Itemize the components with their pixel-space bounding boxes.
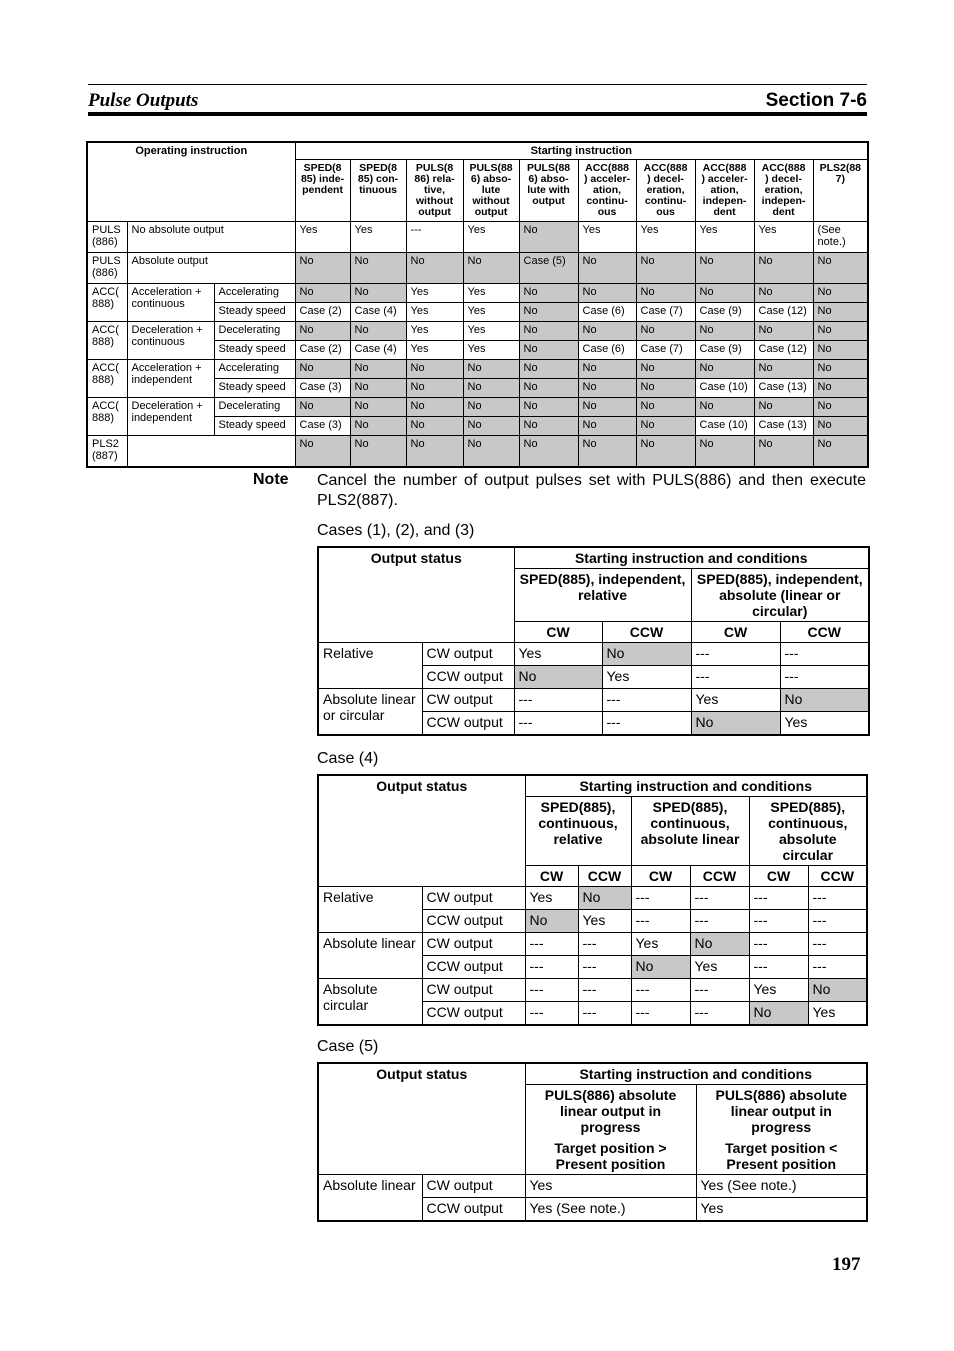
value-cell: Yes	[690, 956, 749, 979]
group-header: SPED(885), continuous, absolute circular	[749, 797, 867, 866]
value-cell: Case (7)	[636, 303, 695, 322]
table-row	[87, 253, 868, 284]
col-header: PULS(88 6) abso- lute without output	[463, 160, 519, 222]
value-cell: ---	[406, 222, 463, 253]
instruction-cell: ACC( 888)	[87, 284, 127, 322]
value-cell: No	[695, 253, 754, 284]
value-cell: Yes	[406, 284, 463, 303]
value-cell: ---	[808, 956, 867, 979]
value-cell: Yes	[463, 341, 519, 360]
ccw-header: CCW	[602, 622, 691, 643]
value-cell: ---	[514, 712, 602, 736]
status-cell: Absolute linear	[318, 933, 422, 979]
ccw-header: CCW	[578, 866, 631, 887]
case5-table	[317, 1062, 868, 1222]
value-cell: No	[695, 284, 754, 303]
value-cell: No	[463, 253, 519, 284]
value-cell: No	[295, 322, 350, 341]
value-cell: ---	[578, 979, 631, 1002]
value-cell: ---	[631, 979, 690, 1002]
value-cell: No	[350, 284, 406, 303]
value-cell: No	[578, 417, 636, 436]
col-header: ACC(888 ) acceler- ation, indepen- dent	[695, 160, 754, 222]
value-cell: ---	[514, 689, 602, 712]
value-cell: No	[813, 284, 868, 303]
value-cell: Yes	[463, 222, 519, 253]
section-title: Pulse Outputs	[88, 90, 199, 111]
value-cell: No	[813, 341, 868, 360]
value-cell: ---	[578, 933, 631, 956]
col-header: SPED(8 85) inde- pendent	[295, 160, 350, 222]
value-cell: ---	[525, 956, 578, 979]
value-cell: No	[695, 436, 754, 468]
output-status-header: Output status	[318, 547, 514, 643]
value-cell: Yes	[696, 1198, 867, 1222]
status-cell: Absolute circular	[318, 979, 422, 1026]
value-cell: No	[754, 398, 813, 417]
mode-cell: Deceleration + continuous	[127, 322, 214, 360]
value-cell: ---	[602, 689, 691, 712]
group-header: SPED(885), independent, absolute (linear or circular)	[691, 569, 869, 622]
case4-caption: Case (4)	[317, 750, 379, 767]
mode-cell: Acceleration + continuous	[127, 284, 214, 322]
value-cell: Yes	[631, 933, 690, 956]
value-cell: No	[813, 436, 868, 468]
value-cell: Case (10)	[695, 417, 754, 436]
value-cell: Case (13)	[754, 417, 813, 436]
value-cell: Yes	[636, 222, 695, 253]
output-cell: CW output	[422, 933, 525, 956]
value-cell: Yes	[463, 322, 519, 341]
value-cell: ---	[525, 933, 578, 956]
col-header: PULS(88 6) abso- lute with output	[519, 160, 578, 222]
mode-cell: Deceleration + independent	[127, 398, 214, 436]
value-cell: No	[519, 436, 578, 468]
instruction-cell: ACC( 888)	[87, 322, 127, 360]
table-row	[318, 979, 867, 1002]
value-cell: No	[350, 379, 406, 398]
case4-body	[318, 887, 867, 1026]
value-cell: No	[519, 303, 578, 322]
value-cell: No	[695, 398, 754, 417]
table-row	[87, 322, 868, 341]
value-cell: No	[631, 956, 690, 979]
group-title: PULS(886) absolute linear output in progress	[544, 1087, 677, 1135]
col-header: ACC(888 ) decel- eration, continu- ous	[636, 160, 695, 222]
value-cell: No	[690, 933, 749, 956]
case123-table	[317, 546, 870, 736]
value-cell: Yes	[463, 303, 519, 322]
value-cell: Yes	[406, 303, 463, 322]
value-cell: Yes	[514, 643, 602, 666]
value-cell: Case (3)	[295, 417, 350, 436]
value-cell: Yes	[602, 666, 691, 689]
value-cell: No	[695, 360, 754, 379]
value-cell: No	[406, 436, 463, 468]
value-cell: Case (5)	[519, 253, 578, 284]
state-cell: Steady speed	[214, 379, 295, 398]
value-cell: No	[813, 379, 868, 398]
starting-instruction-header: Starting instruction	[295, 142, 868, 160]
value-cell: No	[808, 979, 867, 1002]
value-cell: ---	[780, 643, 869, 666]
value-cell: No	[578, 398, 636, 417]
value-cell: No	[780, 689, 869, 712]
table-row	[87, 222, 868, 253]
value-cell: No	[578, 322, 636, 341]
value-cell: No	[350, 398, 406, 417]
value-cell: No	[636, 398, 695, 417]
state-cell: Steady speed	[214, 341, 295, 360]
cw-header: CW	[525, 866, 578, 887]
header-rule-top	[88, 84, 867, 85]
value-cell: Case (9)	[695, 303, 754, 322]
value-cell: Yes	[578, 910, 631, 933]
value-cell: Case (10)	[695, 379, 754, 398]
value-cell: ---	[602, 712, 691, 736]
value-cell: ---	[690, 910, 749, 933]
value-cell: No	[813, 303, 868, 322]
instruction-cell: ACC( 888)	[87, 360, 127, 398]
case123-caption: Cases (1), (2), and (3)	[317, 522, 475, 539]
col-header: PULS(8 86) rela- tive, without output	[406, 160, 463, 222]
ccw-header: CCW	[690, 866, 749, 887]
value-cell: Yes	[578, 222, 636, 253]
state-cell: Steady speed	[214, 417, 295, 436]
output-cell: CCW output	[422, 1198, 525, 1222]
table-row	[318, 887, 867, 910]
value-cell: No	[578, 379, 636, 398]
value-cell: No	[350, 360, 406, 379]
output-cell: CW output	[422, 689, 514, 712]
value-cell: No	[463, 398, 519, 417]
value-cell: No	[350, 417, 406, 436]
header-rule-thick	[88, 112, 867, 116]
value-cell: Yes	[691, 689, 780, 712]
value-cell: No	[754, 436, 813, 468]
case5-caption: Case (5)	[317, 1038, 379, 1055]
value-cell: Case (13)	[754, 379, 813, 398]
instruction-compatibility-table	[86, 141, 869, 468]
instruction-cell: PLS2 (887)	[87, 436, 127, 468]
value-cell: No	[406, 360, 463, 379]
value-cell: No	[578, 360, 636, 379]
value-cell: No	[519, 398, 578, 417]
value-cell: ---	[690, 1002, 749, 1026]
value-cell: ---	[808, 910, 867, 933]
table-row	[87, 360, 868, 379]
value-cell: No	[754, 253, 813, 284]
value-cell: No	[695, 322, 754, 341]
output-cell: CW output	[422, 643, 514, 666]
value-cell: No	[813, 398, 868, 417]
value-cell: No	[754, 284, 813, 303]
state-cell: Steady speed	[214, 303, 295, 322]
note-text: Cancel the number of output pulses set with PULS(886) and then execute PLS2(887).	[317, 472, 866, 509]
col-header: ACC(888 ) acceler- ation, continu- ous	[578, 160, 636, 222]
value-cell: No	[636, 360, 695, 379]
value-cell: No	[749, 1002, 808, 1026]
cw-header: CW	[514, 622, 602, 643]
group-header: SPED(885), independent, relative	[514, 569, 691, 622]
value-cell: Yes	[525, 1175, 696, 1198]
operating-instruction-header: Operating instruction	[87, 142, 295, 222]
status-cell: Absolute linear	[318, 1175, 422, 1222]
output-cell: CW output	[422, 887, 525, 910]
state-cell: Decelerating	[214, 398, 295, 417]
value-cell: Yes	[463, 284, 519, 303]
state-cell: Decelerating	[214, 322, 295, 341]
value-cell: No	[636, 379, 695, 398]
table-row	[87, 284, 868, 303]
target-condition: Target position < Present position	[725, 1140, 838, 1172]
value-cell: No	[295, 398, 350, 417]
instruction-cell: PULS (886)	[87, 253, 127, 284]
value-cell: No	[519, 284, 578, 303]
value-cell: No	[463, 417, 519, 436]
value-cell: Yes	[295, 222, 350, 253]
value-cell: No	[406, 379, 463, 398]
note-label: Note	[253, 471, 289, 488]
value-cell: Yes	[780, 712, 869, 736]
value-cell: No	[295, 284, 350, 303]
cw-header: CW	[691, 622, 780, 643]
output-cell: CCW output	[422, 1002, 525, 1026]
table-row	[87, 436, 868, 468]
value-cell: No	[350, 322, 406, 341]
value-cell: Case (6)	[578, 341, 636, 360]
starting-conditions-header: Starting instruction and conditions	[525, 775, 867, 797]
group-header: SPED(885), continuous, absolute linear	[631, 797, 749, 866]
value-cell: Case (7)	[636, 341, 695, 360]
case5-body	[318, 1175, 867, 1222]
mode-cell: No absolute output	[127, 222, 295, 253]
output-cell: CW output	[422, 1175, 525, 1198]
cw-header: CW	[631, 866, 690, 887]
value-cell: Yes (See note.)	[525, 1198, 696, 1222]
value-cell: Yes	[525, 887, 578, 910]
value-cell: No	[525, 910, 578, 933]
target-condition: Target position > Present position	[554, 1140, 667, 1172]
cw-header: CW	[749, 866, 808, 887]
value-cell: Case (12)	[754, 303, 813, 322]
value-cell: ---	[808, 933, 867, 956]
output-cell: CCW output	[422, 712, 514, 736]
page-number: 197	[832, 1254, 861, 1275]
col-header: ACC(888 ) decel- eration, indepen- dent	[754, 160, 813, 222]
value-cell: No	[519, 360, 578, 379]
table-row	[318, 1175, 867, 1198]
value-cell: Case (3)	[295, 379, 350, 398]
value-cell: No	[463, 360, 519, 379]
value-cell: ---	[578, 1002, 631, 1026]
state-cell: Accelerating	[214, 360, 295, 379]
value-cell: Yes	[808, 1002, 867, 1026]
group-header: SPED(885), continuous, relative	[525, 797, 631, 866]
table-row	[318, 643, 869, 666]
value-cell: Yes (See note.)	[696, 1175, 867, 1198]
mode-cell: Acceleration + independent	[127, 360, 214, 398]
value-cell: Case (9)	[695, 341, 754, 360]
status-cell: Absolute linear or circular	[318, 689, 422, 736]
group-header	[525, 1085, 696, 1175]
value-cell: No	[754, 322, 813, 341]
instruction-cell: ACC( 888)	[87, 398, 127, 436]
case4-table	[317, 774, 868, 1026]
value-cell: No	[636, 436, 695, 468]
case123-body	[318, 643, 869, 736]
value-cell: ---	[525, 979, 578, 1002]
value-cell: ---	[690, 887, 749, 910]
output-status-header: Output status	[318, 1063, 525, 1175]
value-cell: No	[636, 253, 695, 284]
value-cell: ---	[578, 956, 631, 979]
value-cell: Case (4)	[350, 303, 406, 322]
value-cell: Case (4)	[350, 341, 406, 360]
value-cell: No	[578, 887, 631, 910]
value-cell: Case (6)	[578, 303, 636, 322]
main-table-body	[87, 222, 868, 468]
instruction-cell: PULS (886)	[87, 222, 127, 253]
value-cell: ---	[749, 887, 808, 910]
value-cell: No	[514, 666, 602, 689]
ccw-header: CCW	[808, 866, 867, 887]
output-cell: CCW output	[422, 666, 514, 689]
mode-cell: Absolute output	[127, 253, 295, 284]
value-cell: ---	[631, 887, 690, 910]
value-cell: Yes	[350, 222, 406, 253]
value-cell: No	[463, 436, 519, 468]
value-cell: No	[350, 253, 406, 284]
col-header: SPED(8 85) con- tinuous	[350, 160, 406, 222]
value-cell: No	[813, 322, 868, 341]
value-cell: ---	[691, 666, 780, 689]
output-cell: CW output	[422, 979, 525, 1002]
table-row	[318, 689, 869, 712]
value-cell: Yes	[406, 341, 463, 360]
section-number: Section 7-6	[765, 90, 867, 111]
table-row	[87, 398, 868, 417]
value-cell: No	[636, 284, 695, 303]
value-cell: No	[578, 436, 636, 468]
value-cell: No	[578, 253, 636, 284]
value-cell: Case (2)	[295, 341, 350, 360]
value-cell: No	[519, 379, 578, 398]
col-header: PLS2(88 7)	[813, 160, 868, 222]
value-cell: Yes	[754, 222, 813, 253]
value-cell: (See note.)	[813, 222, 868, 253]
value-cell: No	[754, 360, 813, 379]
value-cell: No	[406, 398, 463, 417]
value-cell: No	[636, 417, 695, 436]
value-cell: ---	[691, 643, 780, 666]
value-cell: Yes	[749, 979, 808, 1002]
status-cell: Relative	[318, 643, 422, 689]
value-cell: Yes	[406, 322, 463, 341]
starting-conditions-header: Starting instruction and conditions	[514, 547, 869, 569]
value-cell: ---	[749, 956, 808, 979]
value-cell: No	[519, 322, 578, 341]
table-row	[318, 933, 867, 956]
value-cell: No	[636, 322, 695, 341]
value-cell: No	[813, 417, 868, 436]
value-cell: No	[813, 360, 868, 379]
starting-conditions-header: Starting instruction and conditions	[525, 1063, 867, 1085]
value-cell: Case (2)	[295, 303, 350, 322]
value-cell: No	[295, 436, 350, 468]
value-cell: No	[295, 253, 350, 284]
value-cell: ---	[631, 1002, 690, 1026]
value-cell: ---	[690, 979, 749, 1002]
value-cell: No	[691, 712, 780, 736]
value-cell: No	[350, 436, 406, 468]
value-cell: ---	[631, 910, 690, 933]
value-cell: Yes	[695, 222, 754, 253]
value-cell: No	[578, 284, 636, 303]
value-cell: No	[519, 341, 578, 360]
value-cell: No	[519, 222, 578, 253]
value-cell: ---	[780, 666, 869, 689]
value-cell: No	[463, 379, 519, 398]
group-header	[696, 1085, 867, 1175]
value-cell: No	[406, 253, 463, 284]
output-cell: CCW output	[422, 956, 525, 979]
main-header-row	[87, 142, 868, 160]
output-status-header: Output status	[318, 775, 525, 887]
ccw-header: CCW	[780, 622, 869, 643]
mode-cell	[127, 436, 295, 468]
value-cell: No	[602, 643, 691, 666]
group-title: PULS(886) absolute linear output in progress	[715, 1087, 847, 1135]
status-cell: Relative	[318, 887, 422, 933]
value-cell: No	[406, 417, 463, 436]
value-cell: ---	[808, 887, 867, 910]
state-cell: Accelerating	[214, 284, 295, 303]
value-cell: Case (12)	[754, 341, 813, 360]
value-cell: ---	[749, 910, 808, 933]
value-cell: ---	[525, 1002, 578, 1026]
value-cell: No	[295, 360, 350, 379]
output-cell: CCW output	[422, 910, 525, 933]
value-cell: No	[519, 417, 578, 436]
value-cell: No	[813, 253, 868, 284]
value-cell: ---	[749, 933, 808, 956]
